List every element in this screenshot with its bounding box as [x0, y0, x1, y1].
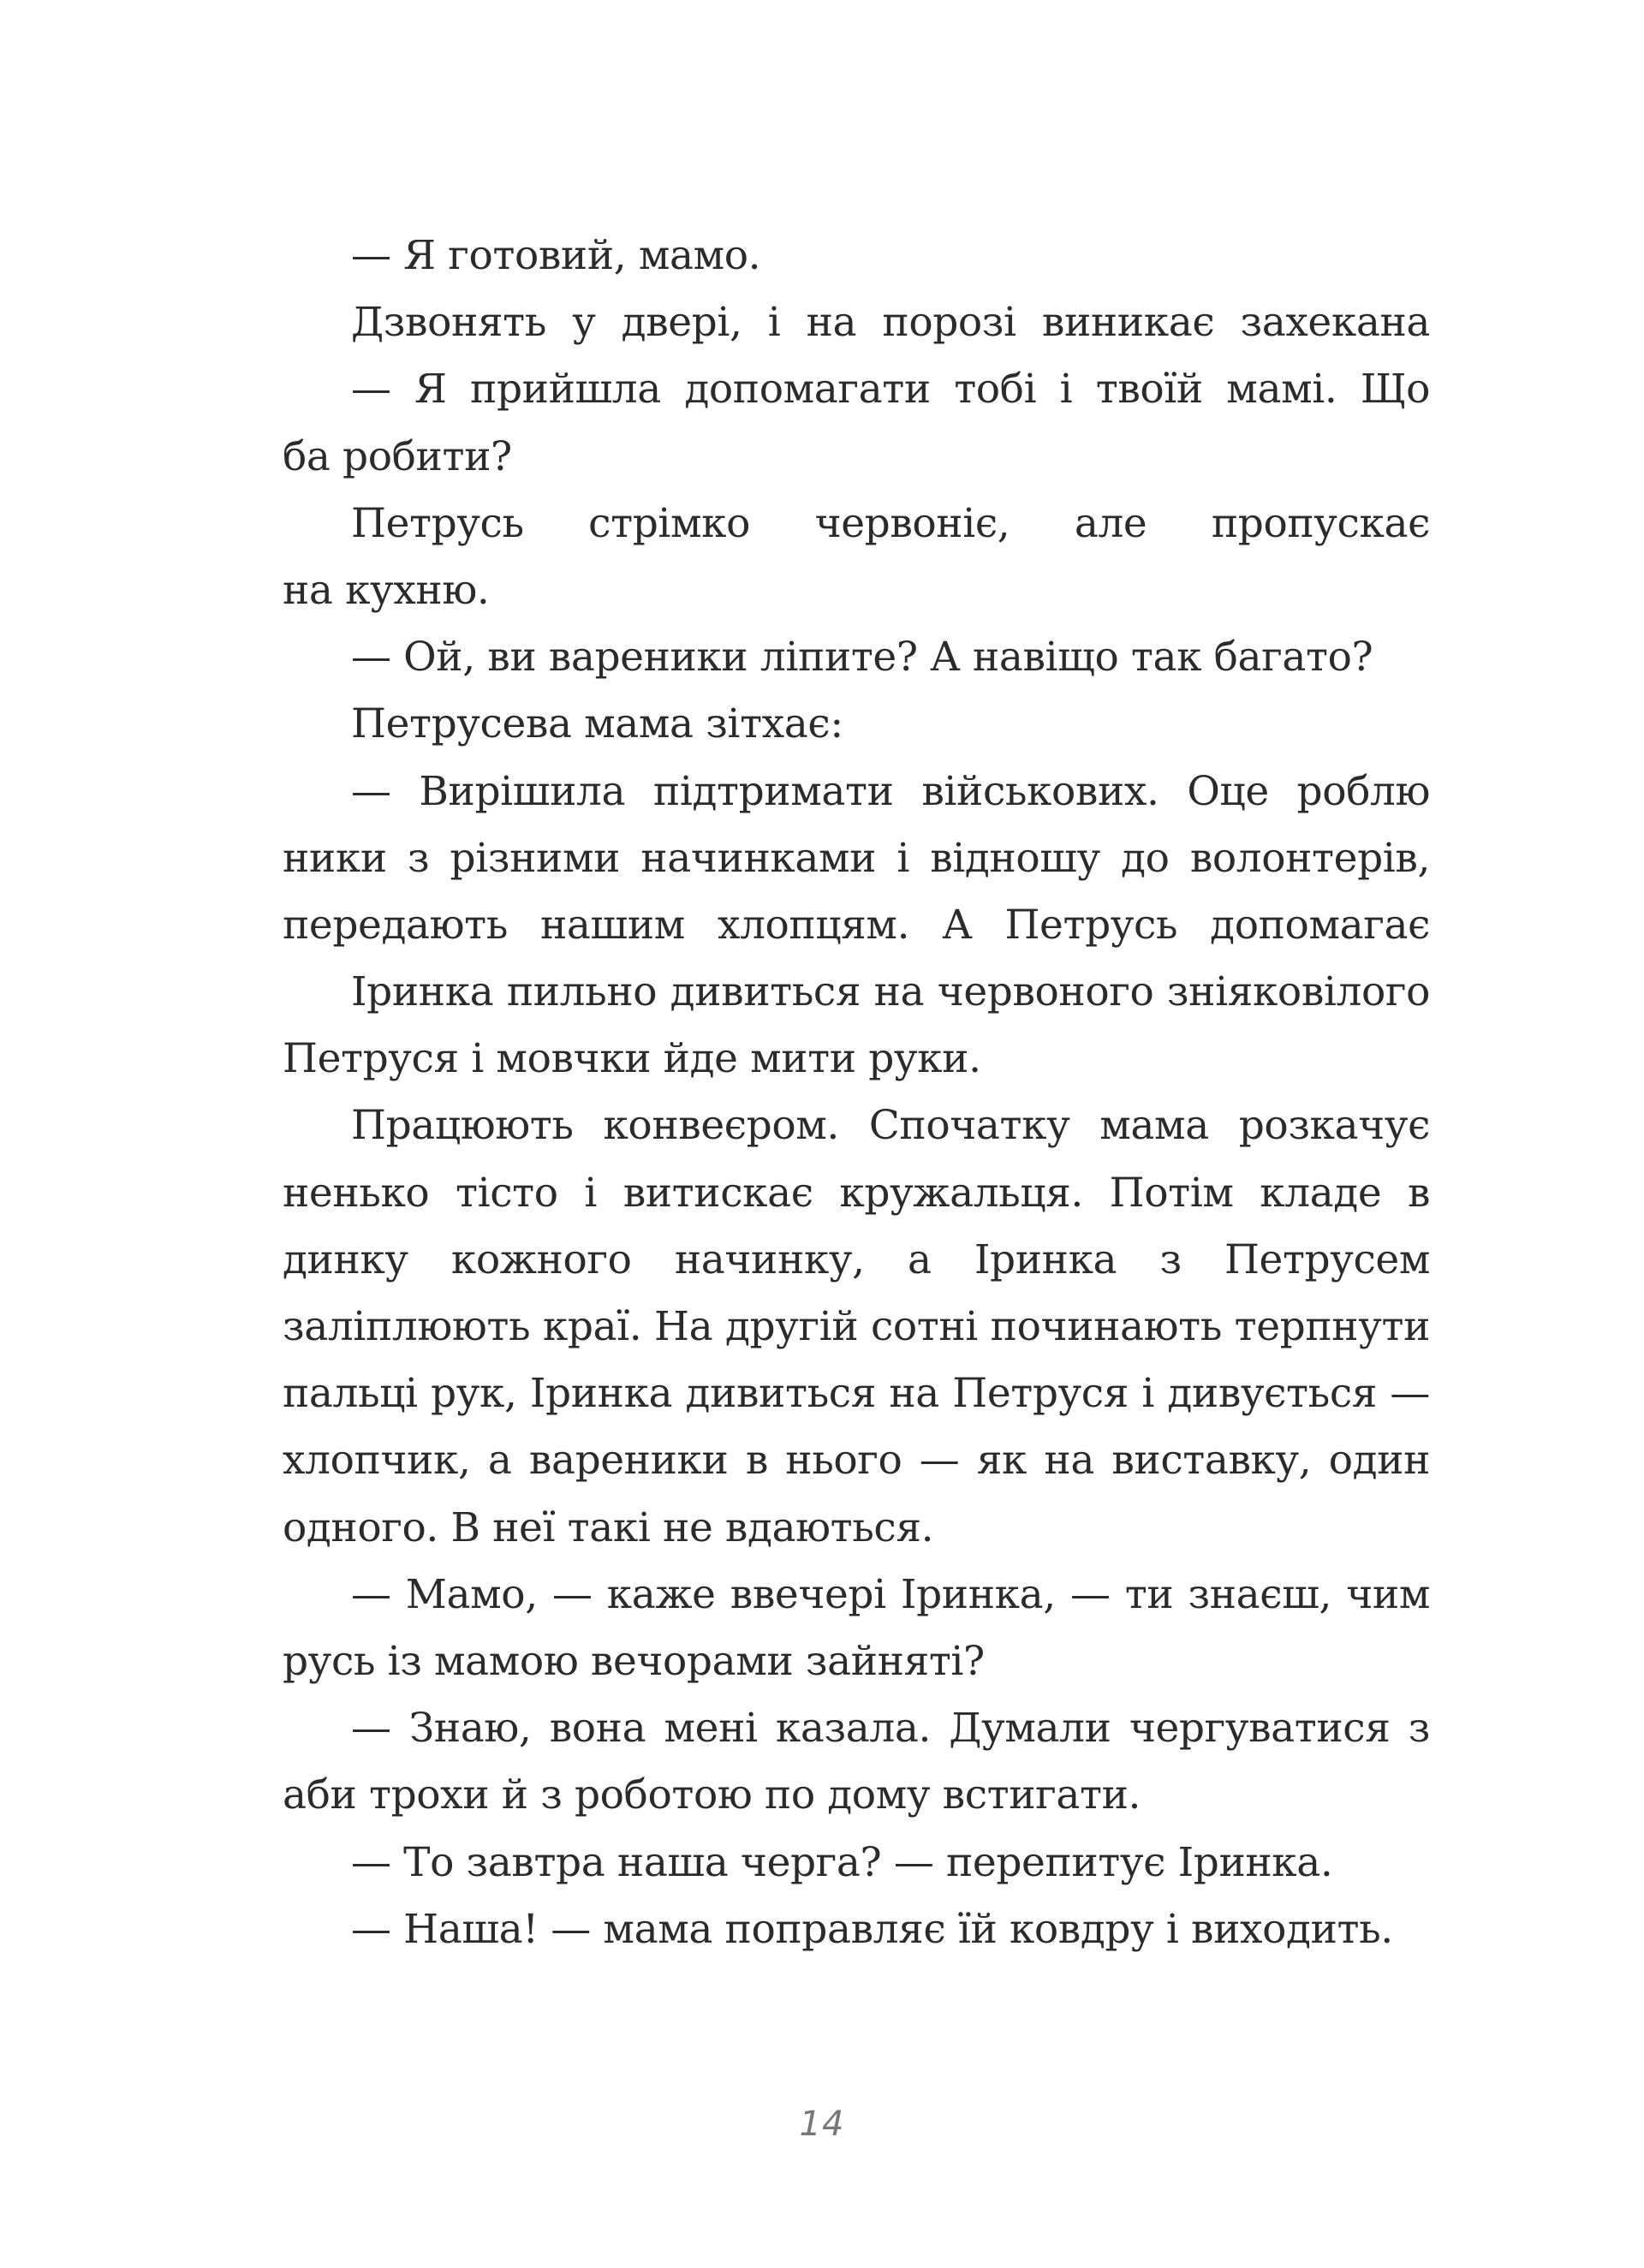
text-line: — Мамо, — каже ввечері Іринка, — ти знаєш, чим: [351, 1570, 1430, 1618]
text-line: — Я готовий, мамо.: [351, 232, 761, 279]
text-line: Іринка пильно дивиться на червоного зніяковілого: [351, 968, 1430, 1016]
text-line: динку кожного начинку, а Іринка з Петрусем: [283, 1235, 1430, 1283]
text-line: ненько тісто і витискає кружальця. Потім кладе в: [283, 1169, 1430, 1217]
text-line: — То завтра наша черга? — перепитує Іринка.: [351, 1838, 1333, 1886]
text-line: Дзвонять у двері, і на порозі виникає захекана: [351, 299, 1430, 347]
text-line: заліплюють краї. На другій сотні починають терпнути: [283, 1303, 1430, 1350]
text-line: аби трохи й з роботою по дому встигати.: [283, 1771, 1141, 1819]
text-line: — Я прийшла допомагати тобі і твоїй мамі. Що: [351, 366, 1430, 414]
text-line: ники з різними начинками і відношу до волонтерів,: [283, 834, 1430, 882]
text-line: пальці рук, Іринка дивиться на Петруся і дивується —: [283, 1370, 1430, 1418]
text-line: ба робити?: [283, 432, 512, 480]
text-line: Працюють конвеєром. Спочатку мама розкачує: [351, 1102, 1430, 1150]
body-text: [283, 223, 1430, 1963]
text-line: — Наша! — мама поправляє їй ковдру і виходить.: [351, 1905, 1393, 1953]
text-line: русь із мамою вечорами зайняті?: [283, 1637, 985, 1685]
text-line: на кухню.: [283, 566, 490, 614]
text-line: Петрусь стрімко червоніє, але пропускає: [351, 499, 1430, 547]
text-line: хлопчик, а вареники в нього — як на виставку, один: [283, 1437, 1430, 1485]
text-line: передають нашим хлопцям. А Петрусь допомагає: [283, 901, 1430, 949]
text-line: одного. В неї такі не вдаються.: [283, 1503, 934, 1551]
text-line: — Вирішила підтримати військових. Оце роблю: [351, 767, 1430, 815]
text-line: Петрусева мама зітхає:: [351, 700, 843, 748]
page-number: 14: [799, 2104, 845, 2144]
text-line: — Знаю, вона мені казала. Думали чергуватися з: [351, 1705, 1430, 1753]
text-line: Петруся і мовчки йде мити руки.: [283, 1035, 981, 1083]
text-line: — Ой, ви вареники ліпите? А навіщо так багато?: [351, 634, 1373, 682]
